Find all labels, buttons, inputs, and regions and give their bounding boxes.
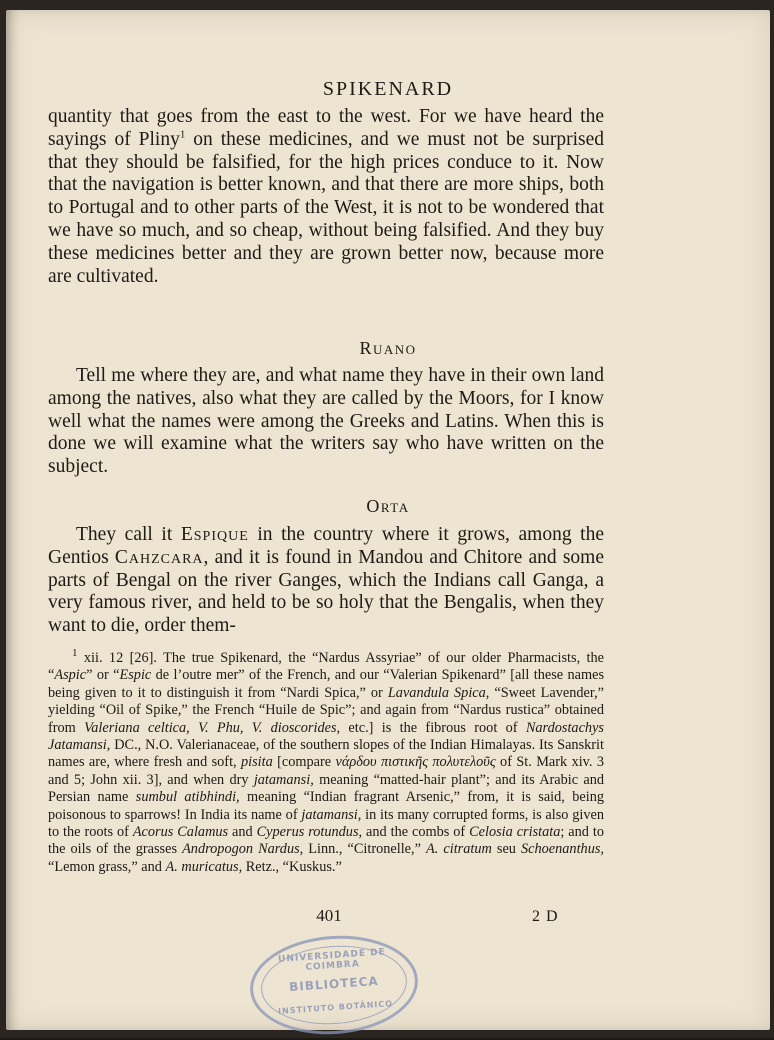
footnote-italic: Schoenanthus, xyxy=(521,841,604,858)
library-stamp xyxy=(247,930,421,1039)
stamp-text-bottom: INSTITUTO BOTÂNICO xyxy=(277,998,394,1016)
footnote xyxy=(48,647,605,876)
book-page xyxy=(6,10,770,1030)
footnote-text: “Lemon grass,” and xyxy=(48,858,166,875)
footnote-marker: 1 xyxy=(72,647,78,660)
signature-mark: 2 D xyxy=(532,908,559,925)
footnote-italic: jatamansi, xyxy=(253,771,314,788)
footnote-text: seu xyxy=(491,841,521,858)
paragraph-text: in the country where it grows, among the Gentios xyxy=(48,524,604,568)
footnote-text: DC., N.O. Valerianaceae, of the southern slopes of the Indian Himalayas. Its Sanskrit names are, where fresh and soft, xyxy=(48,737,604,771)
running-header: SPIKENARD xyxy=(322,78,454,100)
footnote-text: [compare xyxy=(272,754,336,771)
footnote-text: ” or “ xyxy=(86,667,120,684)
footnote-reference: 1 xyxy=(179,128,186,141)
stamp-text-top: UNIVERSIDADE DE COIMBRA xyxy=(277,947,387,973)
footnote-text: “Sweet Lavender,” yielding “Oil of Spike,” the French “Huile de Spic”; and again from “Nardus rustica” obtained from xyxy=(48,684,604,736)
footnote-text: and the combs of xyxy=(362,824,470,841)
speaker-heading-ruano: Ruano xyxy=(359,338,417,358)
paragraph-ruano: Tell me where they are, and what name they have in their own land among the natives, also what they are called by the Moors, for I know well what the names were among the Greeks and Latins. When this is done we will examine what the writers say who have written on the subject. xyxy=(48,365,604,478)
footnote-italic: Nardostachys Jatamansi, xyxy=(48,719,604,754)
footnote-italic: Lavandula Spica, xyxy=(387,684,490,701)
paragraph-continuation xyxy=(48,106,604,288)
footnote-italic: Espic xyxy=(119,667,152,684)
footnote-text: Linn., “Citronelle,” xyxy=(303,841,427,858)
footnote-text: in its many corrupted forms, is also given to the roots of xyxy=(48,806,604,841)
footnote-text: meaning “matted-hair plant”; and its Arabic and Persian name xyxy=(48,771,605,806)
paragraph-text-rest: on these medicines, and we must not be surprised that they should be falsified, for the high prices conduce to it. Now that the navigation is better known, and that there are more ships, both to Portugal and to other parts of the West, it is not to be wondered that we have so much, and so cheap, without being falsified. And they buy these medicines better and they are grown better now, because more are cultivated. xyxy=(48,128,604,287)
term-cahzcara: Cahzcara xyxy=(114,546,204,568)
footnote-italic: sumbul atibhindi, xyxy=(135,789,240,806)
footnote-italic: Cyperus rotundus, xyxy=(256,824,363,841)
footnote-text: Retz., “Kuskus.” xyxy=(242,858,342,875)
footnote-text: meaning “Indian fragrant Arsenic,” from, it is said, being poisonous to sparrows! In India its name of xyxy=(48,789,604,823)
footnote-text: de l’outre mer” of the French, and our “Valerian Spikenard” [all these names being given to it to distinguish it from “Nardi Spica,” or xyxy=(48,667,605,701)
footnote-text: ; and to the oils of the grasses xyxy=(48,824,605,858)
paragraph-text: , and it is found in Mandou and Chitore and some parts of Bengal on the river Ganges, which the Indians call Ganga, a very famous river, and held to be so holy that the Bengalis, when they want to die, order them- xyxy=(48,546,604,637)
paragraph-text: They call it xyxy=(76,524,181,545)
footnote-italic: Andropogon Nardus, xyxy=(182,841,304,858)
footnote-italic: Aspic xyxy=(54,667,87,684)
footnote-italic: A. muricatus, xyxy=(165,858,243,875)
stamp-text-middle: BIBLIOTECA xyxy=(288,973,380,995)
paragraph-text: quantity that goes from the east to the west. For we have heard the sayings of Pliny xyxy=(48,106,604,150)
footnote-italic: Acorus Calamus xyxy=(132,824,229,841)
footnote-italic: Valeriana celtica, V. Phu, V. dioscorides, xyxy=(84,719,341,736)
footnote-italic: A. citratum xyxy=(426,841,492,858)
footnote-text: xii. 12 [26]. The true Spikenard, the “Nardus Assyriae” of our older Pharmacists, the “ xyxy=(48,650,604,684)
page-number: 401 xyxy=(316,906,342,925)
paragraph-orta xyxy=(48,524,604,638)
speaker-heading-orta: Orta xyxy=(366,496,410,516)
term-espique: Espique xyxy=(180,524,249,545)
footnote-italic: jatamansi, xyxy=(301,806,362,823)
footnote-text: etc.] is the fibrous root of xyxy=(340,719,526,736)
footnote-text: of St. Mark xiv. 3 and 5; John xii. 3], and when dry xyxy=(48,754,605,788)
footnote-text: and xyxy=(228,824,257,841)
footnote-italic: pisita xyxy=(241,754,273,771)
footnote-italic: Celosia cristata xyxy=(469,824,561,841)
footnote-greek: νάρδου πιστικῆς πολυτελοῦς xyxy=(335,754,496,771)
